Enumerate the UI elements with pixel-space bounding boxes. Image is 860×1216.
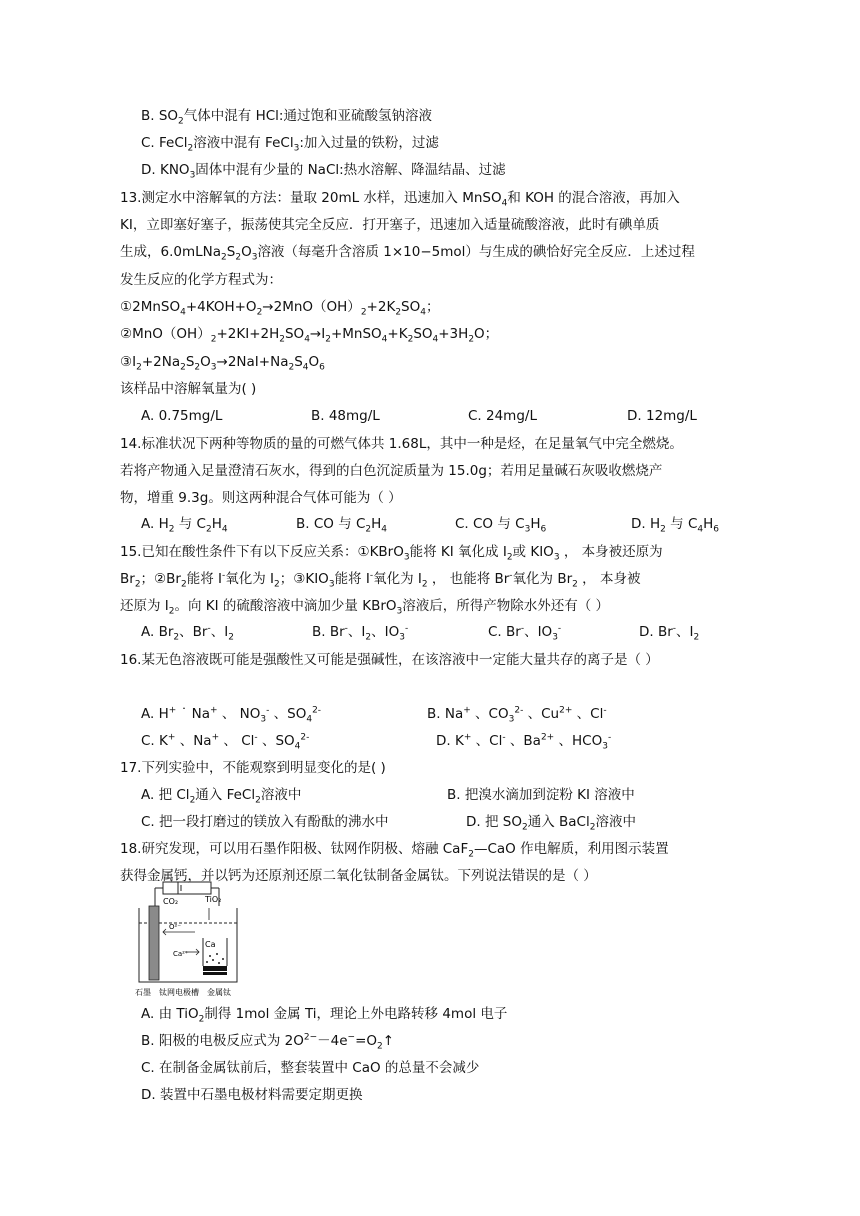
q14-stem-line3: 物，增重 9.3g。则这两种混合气体可能为（ ） bbox=[120, 490, 402, 506]
q13-stem-line4: 发生反应的化学方程式为： bbox=[120, 272, 282, 288]
q15-stem-line3: 还原为 $I_2$。向 KI 的硫酸溶液中滴加少量 KBrO$_3$溶液后，所得产物除水外还有（ ） bbox=[120, 598, 610, 617]
q13-option-c: C. 24mg/L bbox=[468, 408, 537, 424]
q16-stem-line1: 16.某无色溶液既可能是强酸性又可能是强碱性，在该溶液中一定能大量共存的离子是（ ） bbox=[120, 652, 659, 668]
q12-option-d: D. $KNO_3$固体中混有少量的 NaCl:热水溶解、降温结晶、过滤 bbox=[141, 162, 506, 181]
diagram-label-ca-ion: Ca²⁺ bbox=[173, 950, 189, 958]
q14-option-b: B. CO 与 $C_2H_4$ bbox=[296, 516, 388, 535]
diagram-label-oxide-ion: O²⁻ bbox=[169, 923, 182, 931]
q18-stem-line2: 获得金属钙，并以钙为还原剂还原二氧化钛制备金属钛。下列说法错误的是（ ） bbox=[120, 868, 597, 884]
q17-option-b: B. 把溴水滴加到淀粉 KI 溶液中 bbox=[447, 787, 635, 803]
q13-stem-line2: KI，立即塞好塞子，振荡使其完全反应．打开塞子，迅速加入适量硫酸溶液，此时有碘单质 bbox=[120, 217, 660, 233]
q17-stem-line1: 17.下列实验中，不能观察到明显变化的是( ) bbox=[120, 760, 386, 776]
diagram-label-co2: CO₂ bbox=[163, 897, 179, 906]
diagram-label-graphite: 石墨 bbox=[135, 988, 151, 997]
q13-stem-line3: 生成，$6.0mLNa_2S_2O_3$溶液（每毫升含溶质 1×10−5mol）与生成的碘恰好完全反应．上述过程 bbox=[120, 244, 695, 263]
q14-option-d: D. $H_2$ 与 $C_4H_6$ bbox=[631, 516, 720, 535]
q16-option-b: B. Na+ 、$CO_3^{2-}$ 、$Cu^{2+}$ 、Cl- bbox=[427, 705, 607, 725]
q13-equation-3: $③I_2+2Na_2S_2O_3\to 2NaI+Na_2S_4O_6$ bbox=[120, 354, 325, 373]
q18-option-c: C. 在制备金属钛前后，整套装置中 CaO 的总量不会减少 bbox=[141, 1060, 480, 1076]
diagram-label-titanium: 金属钛 bbox=[207, 988, 231, 997]
q18-option-d: D. 装置中石墨电极材料需要定期更换 bbox=[141, 1087, 363, 1103]
electrolysis-cell-diagram bbox=[133, 878, 245, 1000]
q15-option-c: C. Br-、$IO_3^-$ bbox=[488, 623, 562, 643]
q15-option-d: D. Br-、$I_2$ bbox=[639, 623, 700, 643]
q17-option-a: A. 把 $Cl_2$通入 FeCl$_2$溶液中 bbox=[141, 787, 302, 806]
q15-option-b: B. Br-、$I_2$、$IO_3^-$ bbox=[312, 623, 409, 643]
q15-stem-line1: 15.已知在酸性条件下有以下反应关系：①KBrO$_3$能将 KI 氧化成 $I_2$或 $KIO_3$ ， 本身被还原为 bbox=[120, 544, 663, 563]
diagram-label-tio2: TiO₂ bbox=[205, 895, 222, 904]
q13-question: 该样品中溶解氧量为( ) bbox=[120, 381, 257, 397]
q14-stem-line1: 14.标准状况下两种等物质的量的可燃气体共 1.68L，其中一种是烃，在足量氧气中完全燃烧。 bbox=[120, 436, 683, 452]
q18-option-b: B. 阳极的电极反应式为 $2O^{2-}-4e^-=O_2↑$ bbox=[141, 1032, 395, 1052]
q13-equation-1: $①2MnSO_4+4KOH+O_2\to 2MnO(OH)_2+2K_2SO_4$； bbox=[120, 299, 440, 318]
q12-option-b: B. $SO_2$气体中混有 HCl:通过饱和亚硫酸氢钠溶液 bbox=[141, 108, 432, 127]
q13-option-b: B. 48mg/L bbox=[311, 408, 380, 424]
q15-option-a: A. $Br_2$、Br-、$I_2$ bbox=[141, 623, 234, 643]
q16-option-c: C. K+ 、Na+ 、 Cl- 、$SO_4^{2-}$ bbox=[141, 732, 310, 752]
q14-option-c: C. CO 与 $C_3H_6$ bbox=[455, 516, 547, 535]
diagram-label-cathode: 钛网电极槽 bbox=[159, 988, 199, 997]
q13-equation-2: $②MnO(OH)_2+2KI+2H_2SO_4\to I_2+MnSO_4+K_2SO_4+3H_2O$； bbox=[120, 326, 499, 345]
q14-stem-line2: 若将产物通入足量澄清石灰水，得到的白色沉淀质量为 15.0g；若用足量碱石灰吸收燃烧产 bbox=[120, 463, 663, 479]
q12-option-c: C. FeCl$_2$溶液中混有 FeCl$_3$:加入过量的铁粉，过滤 bbox=[141, 135, 439, 154]
q13-option-d: D. 12mg/L bbox=[627, 408, 697, 424]
q13-stem-line1: 13.测定水中溶解氧的方法：量取 20mL 水样，迅速加入 MnSO$_4$和 KOH 的混合溶液，再加入 bbox=[120, 190, 680, 209]
q17-option-d: D. 把 $SO_2$通入 BaCl$_2$溶液中 bbox=[466, 814, 636, 833]
q17-option-c: C. 把一段打磨过的镁放入有酚酞的沸水中 bbox=[141, 814, 389, 830]
q16-option-d: D. K+ 、Cl- 、$Ba^{2+}$ 、$HCO_3^-$ bbox=[436, 732, 612, 752]
q18-stem-line1: 18.研究发现，可以用石墨作阳极、钛网作阴极、熔融 CaF$_2$—CaO 作电解质，利用图示装置 bbox=[120, 841, 669, 860]
q14-option-a: A. $H_2$ 与 $C_2H_4$ bbox=[141, 516, 228, 535]
q18-option-a: A. 由 TiO$_2$制得 1mol 金属 Ti，理论上外电路转移 4mol 电子 bbox=[141, 1006, 508, 1025]
q15-stem-line2: $Br_2$；$②Br_2$能将 I-氧化为 $I_2$；$③KIO_3$能将 I-氧化为 $I_2$ ， 也能将 Br-氧化为 $Br_2$ ， 本身被 bbox=[120, 570, 641, 590]
diagram-label-ca: Ca bbox=[205, 940, 216, 949]
q16-option-a: A. H+ ˙ Na+ 、 $NO_3^-$ 、$SO_4^{2-}$ bbox=[141, 705, 322, 725]
q13-option-a: A. 0.75mg/L bbox=[141, 408, 223, 424]
